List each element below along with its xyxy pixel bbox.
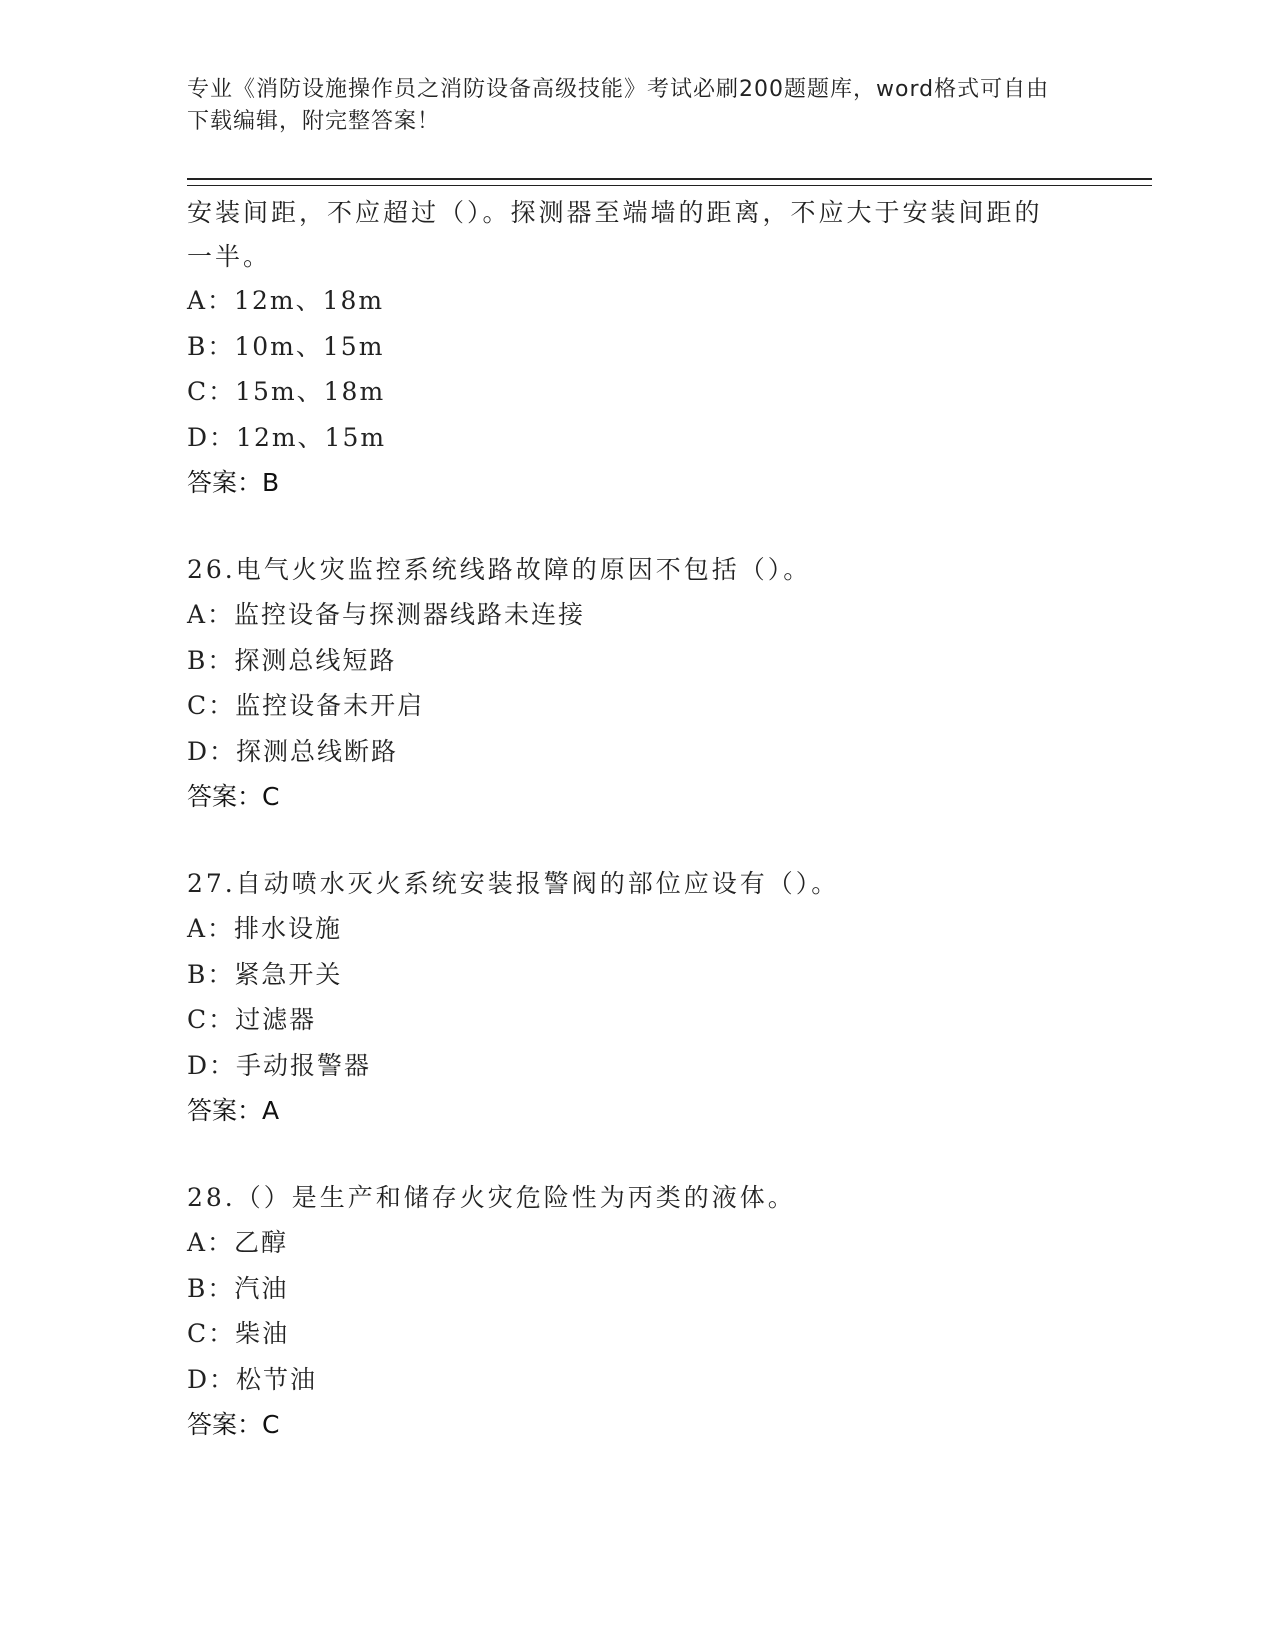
option-d: D：松节油 (187, 1364, 318, 1394)
option-a: A：乙醇 (187, 1228, 289, 1257)
question-28 (187, 1176, 1137, 1447)
question-text: 27.自动喷水灭火系统安装报警阀的部位应设有（）。 (187, 869, 840, 898)
question-27 (187, 862, 1137, 1133)
option-c: C：监控设备未开启 (187, 691, 425, 720)
option-a: A：排水设施 (187, 914, 343, 943)
document-header: 专业《消防设施操作员之消防设备高级技能》考试必刷200题题库，word格式可自由下载编辑，附完整答案！ (187, 77, 1050, 134)
option-b: B：汽油 (187, 1273, 289, 1303)
question-text: 安装间距，不应超过（）。探测器至端墙的距离，不应大于安装间距的一半。 (187, 198, 1043, 271)
option-b: B：紧急开关 (187, 959, 343, 989)
option-d: D：手动报警器 (187, 1050, 372, 1080)
question-text: 26.电气火灾监控系统线路故障的原因不包括（）。 (187, 555, 812, 584)
question-list (187, 191, 1137, 1447)
option-c: C：过滤器 (187, 1005, 317, 1034)
answer-text: 答案：B (187, 468, 280, 497)
question-continued (187, 191, 1137, 505)
option-b: B：探测总线短路 (187, 645, 397, 675)
option-b: B：10m、15m (187, 331, 385, 361)
option-d: D：12m、15m (187, 422, 387, 452)
answer-text: 答案：A (187, 1096, 280, 1125)
option-c: C：柴油 (187, 1319, 290, 1348)
question-text: 28.（）是生产和储存火灾危险性为丙类的液体。 (187, 1183, 796, 1212)
option-a: A：监控设备与探测器线路未连接 (187, 600, 586, 629)
answer-text: 答案：C (187, 1410, 280, 1439)
header-divider (187, 178, 1152, 186)
answer-text: 答案：C (187, 782, 280, 811)
option-d: D：探测总线断路 (187, 736, 399, 766)
option-a: A：12m、18m (187, 286, 385, 315)
option-c: C：15m、18m (187, 377, 386, 406)
question-26 (187, 548, 1137, 819)
